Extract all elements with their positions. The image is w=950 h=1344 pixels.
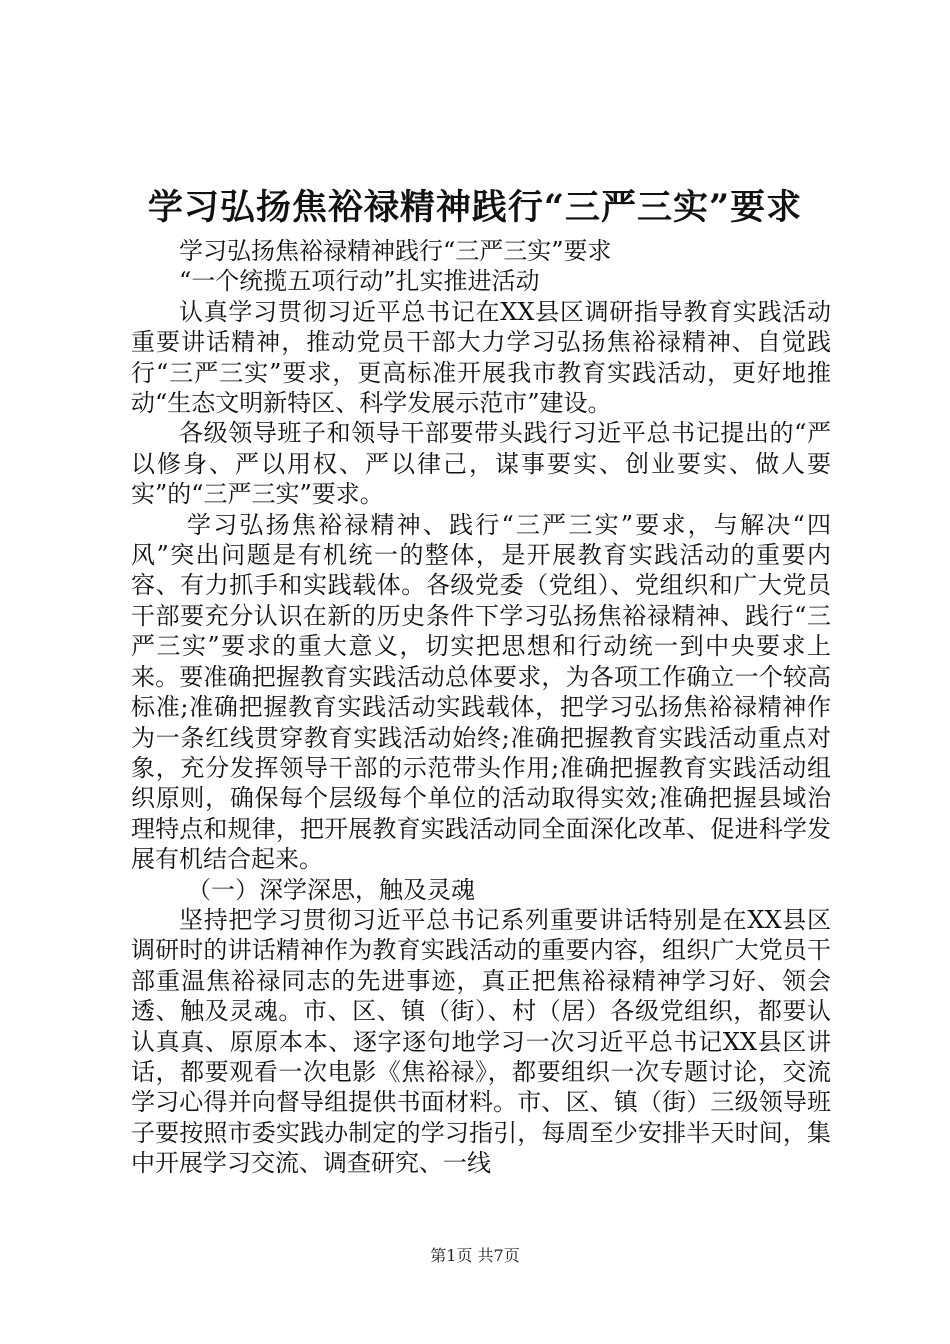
paragraph: 各级领导班子和领导干部要带头践行习近平总书记提出的“严以修身、严以用权、严以律己，谋事要实、创业要实、做人要实”的“三严三实”要求。 xyxy=(131,419,831,509)
activity-line: “一个统揽五项行动”扎实推进活动 xyxy=(179,267,540,296)
paragraph: 学习弘扬焦裕禄精神、践行“三严三实”要求，与解决“四风”突出问题是有机统一的整体，是开展教育实践活动的重要内容、有力抓手和实践载体。各级党委（党组）、党组织和广大党员干部要充分认识在新的历史条件下学习弘扬焦裕禄精神、践行“三严三实”要求的重大意义，切实把思想和行动统一到中央要求上来。要准确把握教育实践活动总体要求，为各项工作确立一个较高标准;准确把握教育实践活动实践载体，把学习弘扬焦裕禄精神作为一条红线贯穿教育实践活动始终;准确把握教育实践活动重点对象，充分发挥领导干部的示范带头作用;准确把握教育实践活动组织原则，确保每个层级每个单位的活动取得实效;准确把握县域治理特点和规律，把开展教育实践活动同全面深化改革、促进科学发展有机结合起来。 xyxy=(131,510,831,874)
paragraph: 认真学习贯彻习近平总书记在XX县区调研指导教育实践活动重要讲话精神，推动党员干部大力学习弘扬焦裕禄精神、自觉践行“三严三实”要求，更高标准开展我市教育实践活动，更好地推动“生态文明新特区、科学发展示范市”建设。 xyxy=(131,297,831,418)
subtitle-line: 学习弘扬焦裕禄精神践行“三严三实”要求 xyxy=(179,237,612,265)
paragraph: 坚持把学习贯彻习近平总书记系列重要讲话特别是在XX县区调研时的讲话精神作为教育实践活动的重要内容，组织广大党员干部重温焦裕禄同志的先进事迹，真正把焦裕禄精神学习好、领会透、触及灵魂。市、区、镇（街）、村（居）各级党组织，都要认认真真、原原本本、逐字逐句地学习一次习近平总书记XX县区讲话，都要观看一次电影《焦裕禄》，都要组织一次专题讨论，交流学习心得并向督导组提供书面材料。市、区、镇（街）三级领导班子要按照市委实践办制定的学习指引，每周至少安排半天时间，集中开展学习交流、调查研究、一线 xyxy=(131,905,831,1178)
document-title: 学习弘扬焦裕禄精神践行“三严三实”要求 xyxy=(147,187,803,228)
page-number: 第1页 共7页 xyxy=(430,1246,520,1265)
document-body xyxy=(131,236,831,1179)
section-heading: （一）深学深思，触及灵魂 xyxy=(187,875,475,904)
